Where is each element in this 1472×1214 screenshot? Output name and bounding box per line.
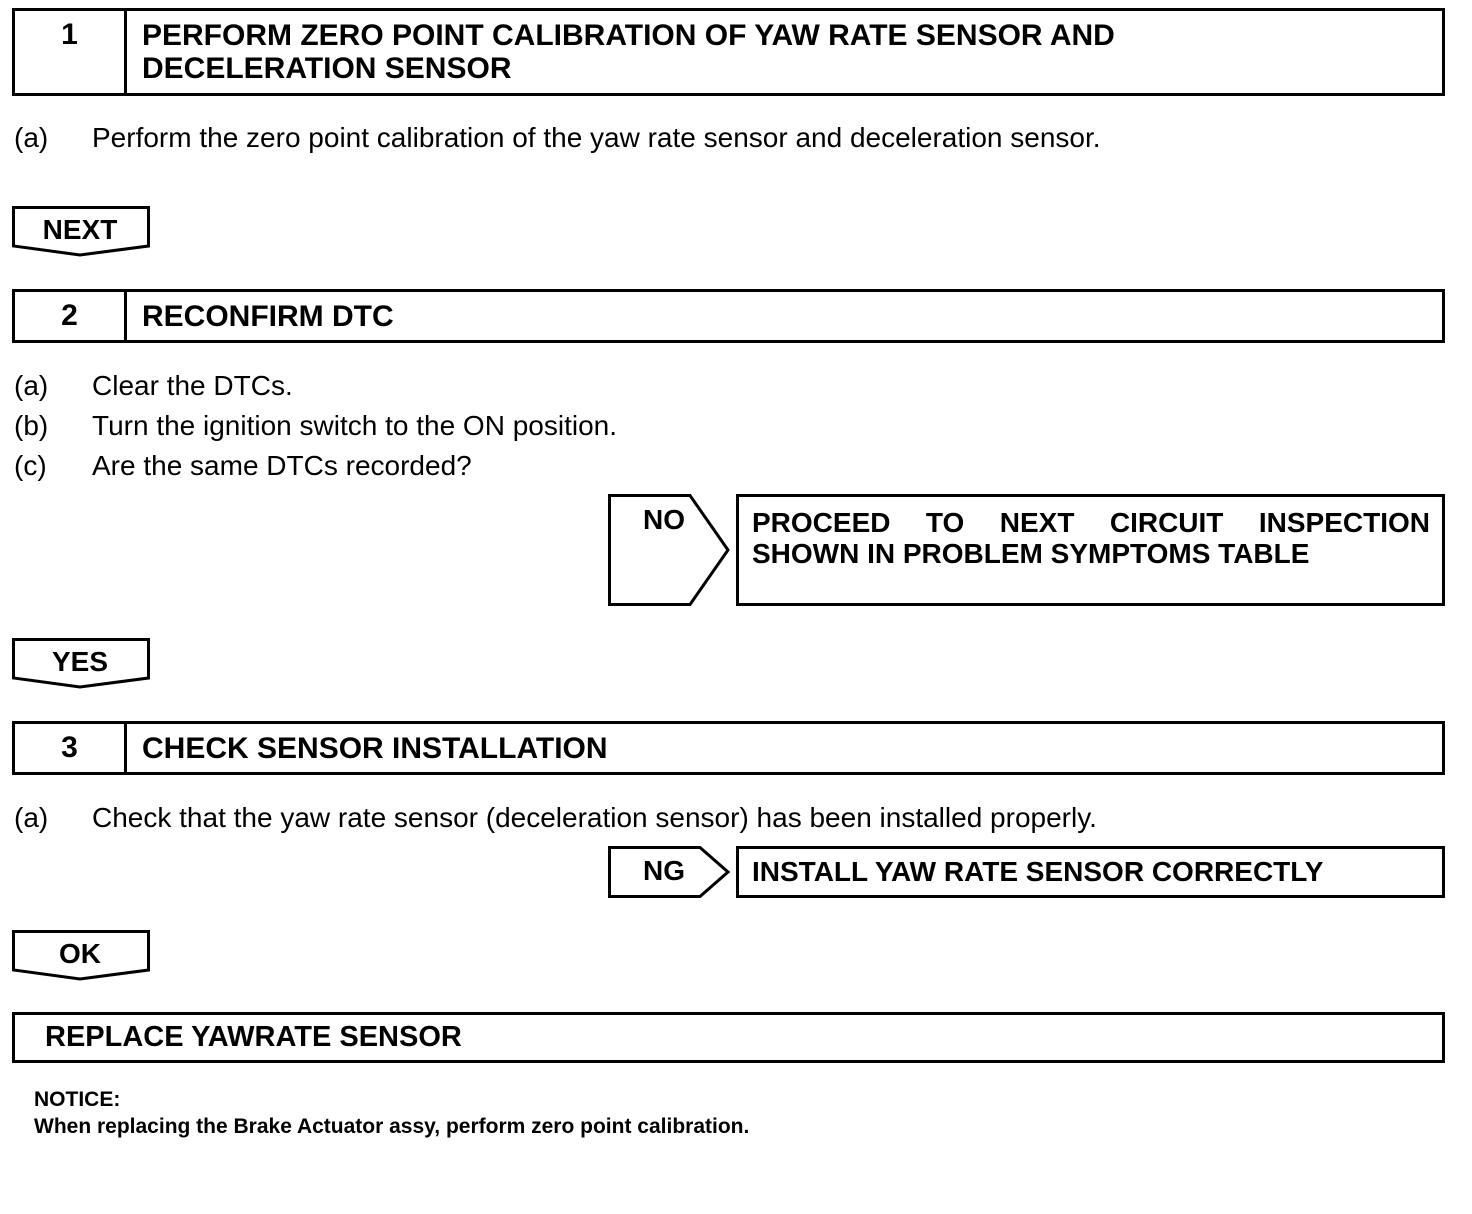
- ng-result-box: [736, 846, 1445, 898]
- no-label: NO: [643, 504, 685, 535]
- next-label: NEXT: [42, 214, 118, 245]
- final-action-text: REPLACE YAWRATE SENSOR: [45, 1021, 462, 1053]
- step-2-item-a: [14, 370, 293, 402]
- step-2-title: RECONFIRM DTC: [142, 300, 394, 333]
- item-label: (a): [14, 370, 49, 401]
- yes-flow-arrow: [12, 638, 150, 690]
- step-2-item-b: [14, 410, 617, 442]
- step-1-title-line1: PERFORM ZERO POINT CALIBRATION OF YAW RATE SENSOR AND: [142, 19, 1115, 52]
- step-1-title: [142, 19, 1432, 85]
- no-branch-arrow: [608, 494, 732, 606]
- final-action-box: [12, 1012, 1445, 1063]
- step-2-header: [12, 289, 1445, 343]
- item-text: Are the same DTCs recorded?: [92, 450, 472, 481]
- next-flow-arrow: [12, 206, 150, 258]
- no-result-box: [736, 494, 1445, 606]
- item-text: Perform the zero point calibration of the yaw rate sensor and deceleration sensor.: [92, 122, 1101, 153]
- item-text: Clear the DTCs.: [92, 370, 293, 401]
- step-1-number: 1: [15, 11, 127, 93]
- yes-label: YES: [51, 646, 109, 677]
- ok-flow-arrow: [12, 930, 150, 982]
- item-text: Check that the yaw rate sensor (deceleration sensor) has been installed properly.: [92, 802, 1097, 833]
- item-label: (b): [14, 410, 49, 441]
- no-result-line1: PROCEED TO NEXT CIRCUIT INSPECTION: [752, 507, 1430, 538]
- step-3-item-a: [14, 802, 1097, 834]
- item-label: (c): [14, 450, 47, 481]
- step-3-title: CHECK SENSOR INSTALLATION: [142, 732, 608, 765]
- step-2-item-c: [14, 450, 472, 482]
- ng-result-text: INSTALL YAW RATE SENSOR CORRECTLY: [752, 856, 1324, 887]
- item-text: Turn the ignition switch to the ON position.: [92, 410, 617, 441]
- notice-text: When replacing the Brake Actuator assy, perform zero point calibration.: [34, 1115, 750, 1138]
- notice-heading: NOTICE:: [34, 1088, 121, 1111]
- item-label: (a): [14, 802, 49, 833]
- no-result-line2: SHOWN IN PROBLEM SYMPTOMS TABLE: [752, 538, 1310, 569]
- step-3-number: 3: [15, 724, 127, 772]
- step-2-number: 2: [15, 292, 127, 340]
- item-label: (a): [14, 122, 49, 153]
- step-1-header: [12, 8, 1445, 96]
- step-1-title-line2: DECELERATION SENSOR: [142, 52, 512, 85]
- ok-label: OK: [59, 938, 101, 969]
- step-3-header: [12, 721, 1445, 775]
- step-1-item-a: [14, 122, 1101, 154]
- ng-branch-arrow: [608, 846, 732, 898]
- notice: [34, 1086, 749, 1140]
- ng-label: NG: [643, 855, 685, 886]
